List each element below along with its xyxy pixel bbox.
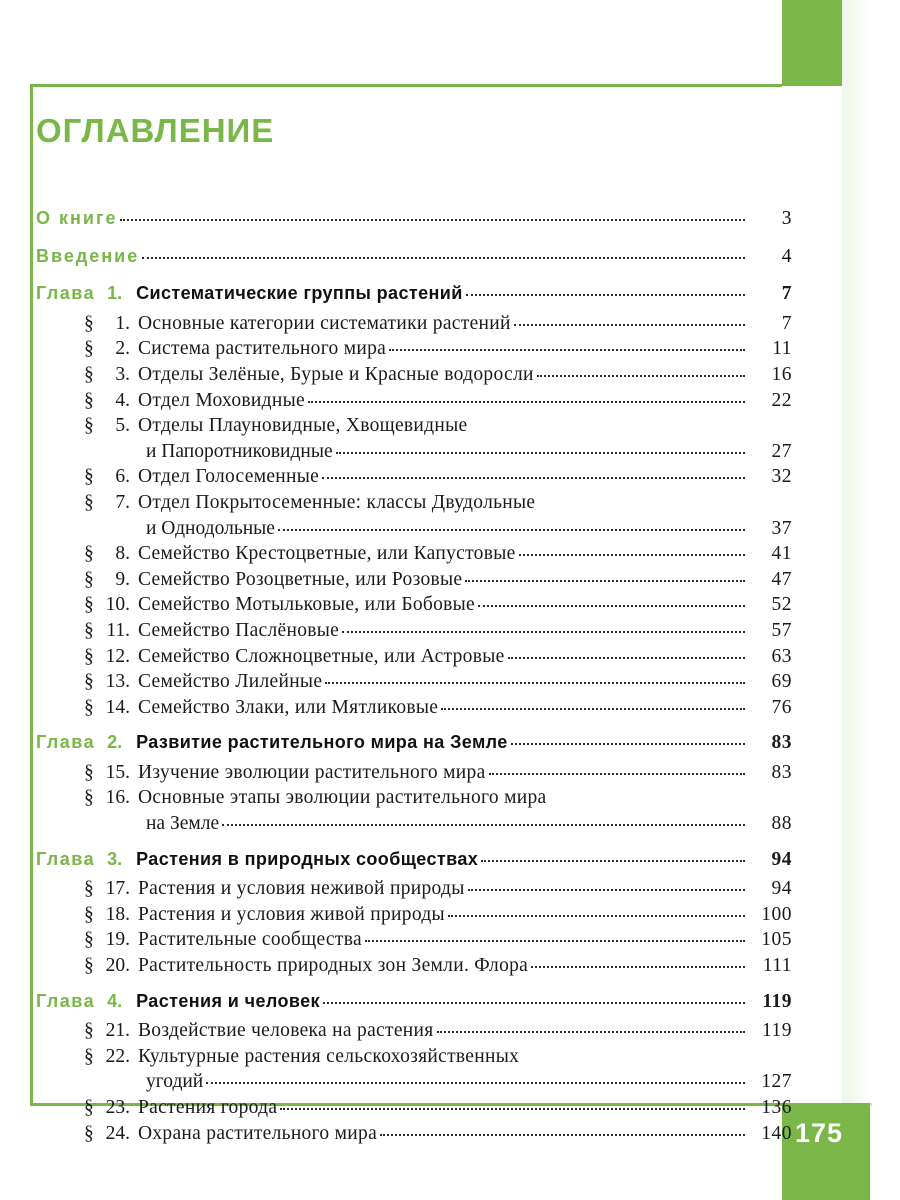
section-symbol: § [84, 929, 94, 951]
toc-section-row[interactable] [36, 541, 792, 567]
toc-section-continuation-row[interactable] [36, 1069, 792, 1095]
section-title: Охрана растительного мира [138, 1122, 378, 1144]
toc-section-row[interactable] [36, 464, 792, 490]
leader-dots [437, 1031, 745, 1033]
toc-entry-page: 111 [762, 955, 792, 977]
section-number: 24. [105, 1122, 130, 1144]
section-number: 19. [105, 929, 130, 951]
toc-chapter-row[interactable] [36, 989, 792, 1015]
leader-dots [478, 605, 745, 607]
toc-section-row[interactable] [36, 1044, 792, 1070]
toc-front-matter-row[interactable] [36, 244, 792, 270]
leader-dots [206, 1082, 745, 1084]
page-number: 175 [795, 1118, 844, 1148]
section-title: Воздействие человека на растения [138, 1020, 434, 1042]
toc-entry-page: 3 [781, 208, 792, 229]
chapter-word-wrap [36, 281, 463, 307]
section-title: Отдел Покрытосеменные: классы Двудольные [138, 491, 536, 513]
chapter-word: Глава [36, 848, 96, 869]
toc-entry-page: 100 [761, 903, 792, 925]
toc-entry-page: 94 [771, 848, 792, 870]
toc-entry-page: 119 [762, 990, 792, 1012]
section-symbol: § [84, 491, 94, 513]
toc-entry-page: 57 [771, 619, 792, 641]
leader-dots [325, 682, 745, 684]
toc-entry-page: 83 [771, 761, 792, 783]
chapter-title: Систематические группы растений [136, 283, 463, 304]
toc-section-row[interactable] [36, 785, 792, 811]
toc-section-row[interactable] [36, 388, 792, 414]
toc-entry-page: 7 [781, 283, 792, 305]
decorative-top-green-block [782, 0, 842, 86]
toc-section-row[interactable] [36, 362, 792, 388]
section-number: 21. [105, 1020, 130, 1042]
leader-dots [336, 452, 745, 454]
toc-entry-page: 52 [771, 594, 792, 616]
section-symbol: § [84, 338, 94, 360]
section-title: Растения и условия живой природы [138, 903, 445, 925]
leader-dots [323, 1002, 745, 1004]
section-symbol: § [84, 761, 94, 783]
toc-entry-page: 119 [761, 1020, 792, 1042]
chapter-word: Глава [36, 990, 96, 1011]
toc-section-row[interactable] [36, 1121, 792, 1147]
section-symbol: § [84, 619, 94, 641]
toc-section-row[interactable] [36, 953, 792, 979]
section-title: Растительность природных зон Земли. Флора [138, 955, 529, 977]
section-number: 9. [115, 568, 130, 590]
section-number: 1. [115, 312, 130, 334]
section-title-continued: и Папоротниковидные [146, 440, 333, 462]
toc-entry-page: 63 [771, 645, 792, 667]
toc-section-row[interactable] [36, 760, 792, 786]
section-symbol: § [84, 878, 94, 900]
toc-section-row[interactable] [36, 695, 792, 721]
toc-section-row[interactable] [36, 336, 792, 362]
toc-entry-page: 76 [771, 696, 792, 718]
toc-entry-page: 11 [772, 338, 792, 360]
section-symbol: § [84, 671, 94, 693]
toc-section-row[interactable] [36, 1095, 792, 1121]
section-number: 11. [106, 619, 130, 641]
section-title: Растения и условия неживой природы [138, 878, 465, 900]
section-number: 22. [105, 1045, 130, 1067]
section-title: Семейство Розоцветные, или Розовые [138, 568, 463, 590]
toc-section-row[interactable] [36, 927, 792, 953]
section-title: Культурные растения сельскохозяйственных [138, 1045, 520, 1067]
leader-dots [365, 940, 745, 942]
chapter-number: 1. [107, 283, 123, 304]
toc-entry-page: 37 [771, 517, 792, 539]
leader-dots [142, 257, 745, 259]
section-title: Семейство Крестоцветные, или Капустовые [138, 543, 516, 565]
toc-entry-page: 32 [771, 466, 792, 488]
section-number: 14. [105, 696, 130, 718]
toc-entry-label: О книге [36, 208, 118, 228]
section-symbol: § [84, 955, 94, 977]
section-symbol: § [84, 363, 94, 385]
toc-entry-page: 105 [761, 929, 792, 951]
section-number: 10. [105, 594, 130, 616]
toc-section-row[interactable] [36, 311, 792, 337]
leader-dots [466, 294, 745, 296]
section-symbol: § [84, 466, 94, 488]
section-title: Отделы Плауновидные, Хвощевидные [138, 415, 468, 437]
toc-entry-page: 16 [771, 363, 792, 385]
chapter-word-wrap [36, 730, 508, 756]
chapter-title: Развитие растительного мира на Земле [136, 732, 508, 753]
section-title: Растительные сообщества [138, 929, 362, 951]
toc-entry-page: 27 [771, 440, 792, 462]
toc-section-row[interactable] [36, 644, 792, 670]
section-title-continued: угодий [146, 1071, 204, 1093]
decorative-left-rule [30, 84, 33, 1106]
toc-section-row[interactable] [36, 592, 792, 618]
decorative-right-gradient [842, 0, 900, 1200]
section-title: Отдел Голосеменные [138, 466, 320, 488]
section-title: Изучение эволюции растительного мира [138, 761, 486, 783]
chapter-word: Глава [36, 283, 96, 304]
section-number: 6. [115, 466, 130, 488]
toc-entry-page: 83 [771, 732, 792, 754]
section-number: 2. [115, 338, 130, 360]
leader-dots [519, 554, 745, 556]
section-symbol: § [84, 312, 94, 334]
section-symbol: § [84, 415, 94, 437]
chapter-number: 4. [107, 990, 123, 1011]
toc-entry-page: 94 [771, 878, 792, 900]
leader-dots [489, 773, 745, 775]
section-number: 16. [105, 787, 130, 809]
toc-front-matter-row[interactable] [36, 206, 792, 232]
chapter-word-wrap [36, 989, 320, 1015]
leader-dots [342, 631, 745, 633]
section-symbol: § [84, 1122, 94, 1144]
section-symbol: § [84, 645, 94, 667]
leader-dots [322, 477, 745, 479]
toc-section-continuation-row[interactable] [36, 516, 792, 542]
toc-section-row[interactable] [36, 567, 792, 593]
section-title: Отделы Зелёные, Бурые и Красные водоросли [138, 363, 534, 385]
section-symbol: § [84, 1020, 94, 1042]
leader-dots [514, 324, 745, 326]
section-number: 15. [105, 761, 130, 783]
leader-dots [448, 915, 745, 917]
toc-entry-page: 22 [771, 389, 792, 411]
section-symbol: § [84, 1097, 94, 1118]
chapter-word-wrap [36, 847, 478, 873]
section-title: Отдел Моховидные [138, 389, 305, 411]
toc-entry-label: Введение [36, 245, 140, 266]
section-title: Семейство Лилейные [138, 671, 323, 693]
section-title: Основные этапы эволюции растительного мира [138, 787, 547, 809]
leader-dots [280, 1108, 745, 1110]
toc-entry-page: 69 [771, 671, 792, 693]
toc-entry-page: 88 [771, 813, 792, 835]
toc-section-row[interactable] [36, 876, 792, 902]
leader-dots [537, 375, 745, 377]
section-symbol: § [84, 389, 94, 411]
section-number: 23. [105, 1097, 130, 1118]
leader-dots [531, 966, 745, 968]
chapter-number: 3. [107, 848, 123, 869]
section-number: 12. [105, 645, 130, 667]
leader-dots [441, 708, 745, 710]
section-title: Семейство Злаки, или Мятликовые [138, 696, 439, 718]
section-symbol: § [84, 787, 94, 809]
toc-section-row[interactable] [36, 1018, 792, 1044]
leader-dots [278, 529, 745, 531]
section-number: 17. [105, 878, 130, 900]
toc-section-row[interactable] [36, 490, 792, 516]
toc-section-row[interactable] [36, 902, 792, 928]
page-title: ОГЛАВЛЕНИЕ [36, 112, 275, 149]
leader-dots [389, 349, 745, 351]
leader-dots [508, 657, 745, 659]
toc-chapter-row[interactable] [36, 730, 792, 756]
toc-section-continuation-row[interactable] [36, 811, 792, 837]
toc-section-row[interactable] [36, 669, 792, 695]
section-title: Система растительного мира [138, 338, 387, 360]
toc-section-row[interactable] [36, 413, 792, 439]
leader-dots [468, 889, 745, 891]
toc-entry-page: 47 [771, 568, 792, 590]
chapter-word: Глава [36, 732, 96, 753]
leader-dots [511, 743, 745, 745]
section-number: 18. [105, 903, 130, 925]
section-number: 13. [105, 671, 130, 693]
section-symbol: § [84, 696, 94, 718]
toc-entry-page: 41 [771, 543, 792, 565]
leader-dots [222, 824, 745, 826]
toc-entry-page: 140 [761, 1122, 792, 1144]
toc-entry-page: 4 [781, 245, 792, 267]
leader-dots [380, 1134, 745, 1136]
section-symbol: § [84, 903, 94, 925]
toc-chapter-row[interactable] [36, 281, 792, 307]
section-number: 3. [115, 363, 130, 385]
section-title-continued: и Однодольные [146, 517, 275, 539]
leader-dots [465, 580, 745, 582]
toc-entry-page: 127 [761, 1071, 792, 1093]
section-title: Основные категории систематики растений [138, 312, 511, 334]
section-number: 20. [105, 955, 130, 977]
leader-dots [481, 860, 745, 862]
toc-chapter-row[interactable] [36, 847, 792, 873]
section-title: Семейство Мотыльковые, или Бобовые [138, 594, 476, 616]
decorative-top-rule [30, 84, 782, 87]
section-symbol: § [84, 543, 94, 565]
toc-section-continuation-row[interactable] [36, 439, 792, 465]
section-title-continued: на Земле [146, 813, 220, 835]
toc-entry-page: 136 [761, 1097, 792, 1118]
chapter-title: Растения в природных сообществах [136, 848, 479, 869]
section-symbol: § [84, 568, 94, 590]
toc-section-row[interactable] [36, 618, 792, 644]
section-title: Семейство Паслёновые [138, 619, 340, 641]
section-symbol: § [84, 1045, 94, 1067]
section-number: 8. [115, 543, 130, 565]
leader-dots [308, 401, 745, 403]
leader-dots [120, 219, 745, 221]
section-number: 5. [115, 415, 130, 437]
toc-entry-page: 7 [781, 312, 792, 334]
chapter-title: Растения и человек [136, 990, 320, 1011]
section-title: Семейство Сложноцветные, или Астровые [138, 645, 505, 667]
section-number: 7. [115, 491, 130, 513]
section-number: 4. [115, 389, 130, 411]
chapter-number: 2. [107, 732, 123, 753]
section-symbol: § [84, 594, 94, 616]
table-of-contents [36, 206, 792, 1146]
section-title: Растения города [138, 1097, 278, 1118]
